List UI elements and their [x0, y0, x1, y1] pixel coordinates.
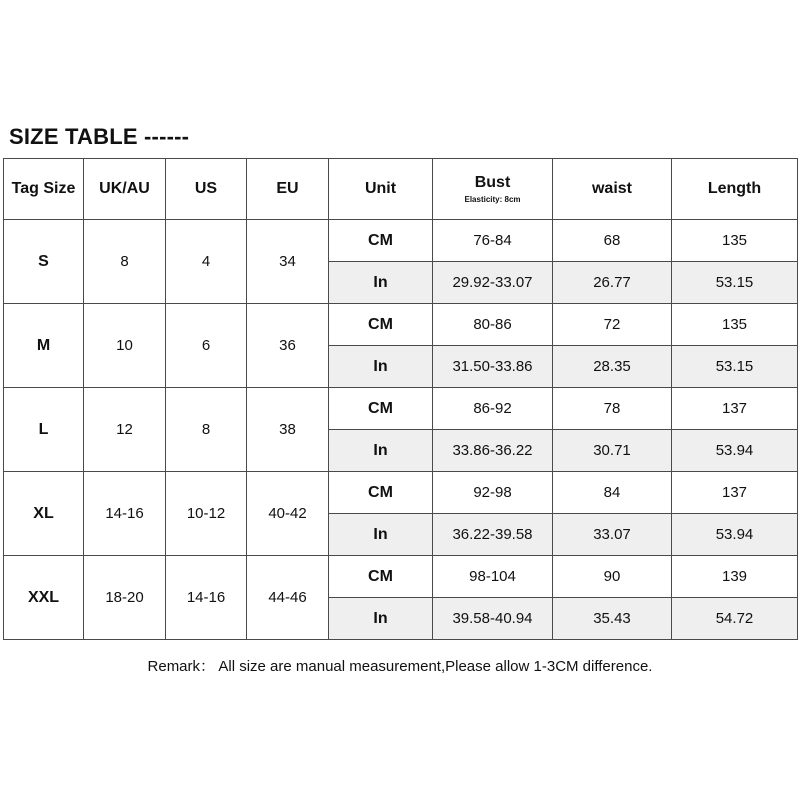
us-cell: 6 — [166, 304, 247, 388]
length-cell: 139 — [672, 556, 798, 598]
uk-au-cell: 8 — [84, 220, 166, 304]
unit-cell: CM — [329, 556, 433, 598]
header-unit: Unit — [329, 159, 433, 220]
bust-cell: 86-92 — [433, 388, 553, 430]
unit-cell: CM — [329, 304, 433, 346]
eu-cell: 36 — [247, 304, 329, 388]
header-tag-size: Tag Size — [4, 159, 84, 220]
waist-cell: 68 — [553, 220, 672, 262]
table-row — [4, 472, 798, 514]
bust-cell: 39.58-40.94 — [433, 598, 553, 640]
header-length: Length — [672, 159, 798, 220]
bust-cell: 98-104 — [433, 556, 553, 598]
header-us: US — [166, 159, 247, 220]
bust-cell: 29.92-33.07 — [433, 262, 553, 304]
tag-size-cell: L — [4, 388, 84, 472]
unit-cell: In — [329, 346, 433, 388]
table-row — [4, 388, 798, 430]
size-table — [3, 158, 798, 640]
bust-cell: 92-98 — [433, 472, 553, 514]
us-cell: 8 — [166, 388, 247, 472]
bust-cell: 76-84 — [433, 220, 553, 262]
size-table-body — [4, 220, 798, 640]
unit-cell: CM — [329, 472, 433, 514]
unit-cell: In — [329, 514, 433, 556]
length-cell: 53.15 — [672, 262, 798, 304]
tag-size-cell: XXL — [4, 556, 84, 640]
waist-cell: 78 — [553, 388, 672, 430]
header-row — [4, 159, 798, 220]
length-cell: 53.15 — [672, 346, 798, 388]
waist-cell: 35.43 — [553, 598, 672, 640]
bust-cell: 33.86-36.22 — [433, 430, 553, 472]
table-row — [4, 556, 798, 598]
waist-cell: 30.71 — [553, 430, 672, 472]
tag-size-cell: XL — [4, 472, 84, 556]
eu-cell: 44-46 — [247, 556, 329, 640]
length-cell: 135 — [672, 304, 798, 346]
length-cell: 53.94 — [672, 430, 798, 472]
table-row — [4, 220, 798, 262]
unit-cell: CM — [329, 220, 433, 262]
waist-cell: 28.35 — [553, 346, 672, 388]
eu-cell: 38 — [247, 388, 329, 472]
waist-cell: 26.77 — [553, 262, 672, 304]
unit-cell: In — [329, 598, 433, 640]
waist-cell: 72 — [553, 304, 672, 346]
tag-size-cell: S — [4, 220, 84, 304]
uk-au-cell: 10 — [84, 304, 166, 388]
uk-au-cell: 18-20 — [84, 556, 166, 640]
us-cell: 10-12 — [166, 472, 247, 556]
length-cell: 135 — [672, 220, 798, 262]
length-cell: 53.94 — [672, 514, 798, 556]
length-cell: 54.72 — [672, 598, 798, 640]
table-row — [4, 304, 798, 346]
header-bust-label: Bust — [474, 174, 511, 191]
bust-cell: 31.50-33.86 — [433, 346, 553, 388]
unit-cell: In — [329, 262, 433, 304]
remark-note: Remark： All size are manual measurement,Please allow 1-3CM difference. — [147, 658, 653, 675]
unit-cell: CM — [329, 388, 433, 430]
waist-cell: 90 — [553, 556, 672, 598]
bust-cell: 80-86 — [433, 304, 553, 346]
eu-cell: 34 — [247, 220, 329, 304]
length-cell: 137 — [672, 388, 798, 430]
waist-cell: 33.07 — [553, 514, 672, 556]
bust-cell: 36.22-39.58 — [433, 514, 553, 556]
eu-cell: 40-42 — [247, 472, 329, 556]
header-uk-au: UK/AU — [84, 159, 166, 220]
us-cell: 4 — [166, 220, 247, 304]
header-waist: waist — [553, 159, 672, 220]
unit-cell: In — [329, 430, 433, 472]
us-cell: 14-16 — [166, 556, 247, 640]
length-cell: 137 — [672, 472, 798, 514]
uk-au-cell: 12 — [84, 388, 166, 472]
header-bust-note: Elasticity: 8cm — [464, 195, 521, 204]
waist-cell: 84 — [553, 472, 672, 514]
uk-au-cell: 14-16 — [84, 472, 166, 556]
header-eu: EU — [247, 159, 329, 220]
size-table-title: SIZE TABLE ------ — [9, 124, 190, 149]
header-bust — [433, 159, 553, 220]
tag-size-cell: M — [4, 304, 84, 388]
